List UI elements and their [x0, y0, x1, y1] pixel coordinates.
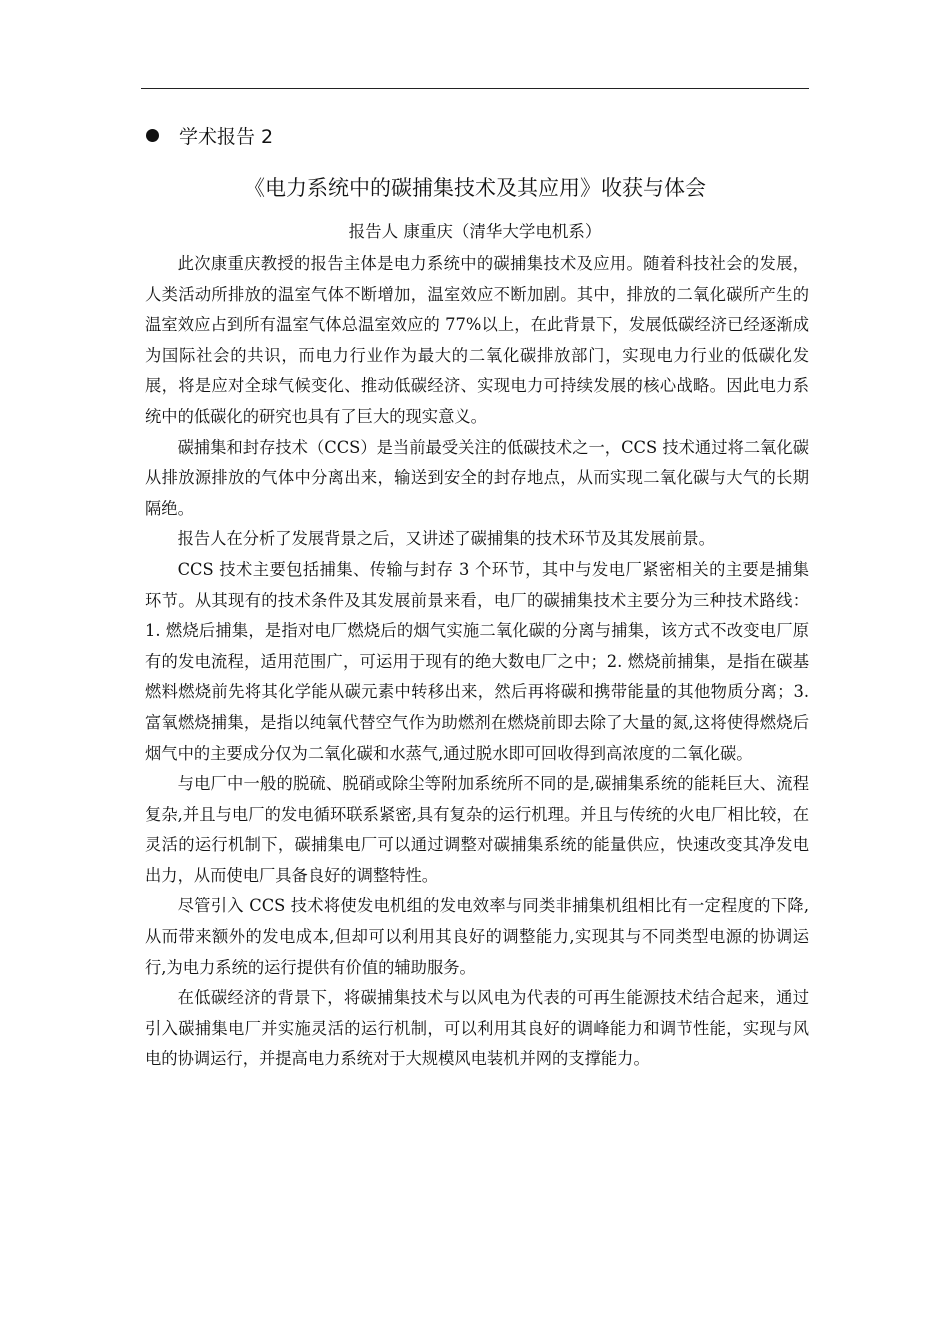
paragraph: 报告人在分析了发展背景之后，又讲述了碳捕集的技术环节及其发展前景。: [177, 529, 715, 549]
reporter-line: 报告人 康重庆（清华大学电机系）: [348, 222, 602, 241]
bullet-icon: [146, 129, 159, 142]
paragraph: 碳捕集和封存技术（CCS）是当前最受关注的低碳技术之一，CCS 技术通过将二氧化碳从排放源排放的气体中分离出来，输送到安全的封存地点，从而实现二氧化碳与大气的长期隔绝。: [145, 437, 809, 518]
paragraph: 此次康重庆教授的报告主体是电力系统中的碳捕集技术及应用。随着科技社会的发展，人类活动所排放的温室气体不断增加，温室效应不断加剧。其中，排放的二氧化碳所产生的温室效应占到所有温室气体总温室效应的 77%以上，在此背景下，发展低碳经济已经逐渐成为国际社会的共识，而电力行业作为最大的二氧化碳排放部门，实现电力行业的低碳化发展，将是应对全球气候变化、推动低碳经济、实现电力可持续发展的核心战略。因此电力系统中的低碳化的研究也具有了巨大的现实意义。: [145, 254, 809, 426]
paragraph: CCS 技术主要包括捕集、传输与封存 3 个环节，其中与发电厂紧密相关的主要是捕集环节。从其现有的技术条件及其发展前景来看，电厂的碳捕集技术主要分为三种技术路线：1. 燃烧后捕集，是指对电厂燃烧后的烟气实施二氧化碳的分离与捕集，该方式不改变电厂原有的发电流程，适用范围广，可运用于现有的绝大数电厂之中；2. 燃烧前捕集，是指在碳基燃料燃烧前先将其化学能从碳元素中转移出来，然后再将碳和携带能量的其他物质分离；3. 富氧燃烧捕集，是指以纯氧代替空气作为助燃剂在燃烧前即去除了大量的氮,这将使得燃烧后烟气中的主要成分仅为二氧化碳和水蒸气,通过脱水即可回收得到高浓度的二氧化碳。: [145, 559, 809, 763]
header-rule: [141, 88, 809, 89]
paragraph: 在低碳经济的背景下，将碳捕集技术与以风电为代表的可再生能源技术结合起来，通过引入碳捕集电厂并实施灵活的运行机制，可以利用其良好的调峰能力和调节性能，实现与风电的协调运行，并提高电力系统对于大规模风电装机并网的支撑能力。: [145, 988, 809, 1069]
section-label: 学术报告 2: [179, 126, 274, 148]
report-body: [145, 249, 809, 1075]
report-title: 《电力系统中的碳捕集技术及其应用》收获与体会: [244, 176, 706, 200]
section-heading: [146, 122, 273, 149]
paragraph: 与电厂中一般的脱硫、脱硝或除尘等附加系统所不同的是,碳捕集系统的能耗巨大、流程复杂,并且与电厂的发电循环联系紧密,具有复杂的运行机理。并且与传统的火电厂相比较，在灵活的运行机制下，碳捕集电厂可以通过调整对碳捕集系统的能量供应，快速改变其净发电出力，从而使电厂具备良好的调整特性。: [145, 774, 809, 885]
paragraph: 尽管引入 CCS 技术将使发电机组的发电效率与同类非捕集机组相比有一定程度的下降,从而带来额外的发电成本,但却可以利用其良好的调整能力,实现其与不同类型电源的协调运行,为电力系统的运行提供有价值的辅助服务。: [145, 896, 809, 977]
